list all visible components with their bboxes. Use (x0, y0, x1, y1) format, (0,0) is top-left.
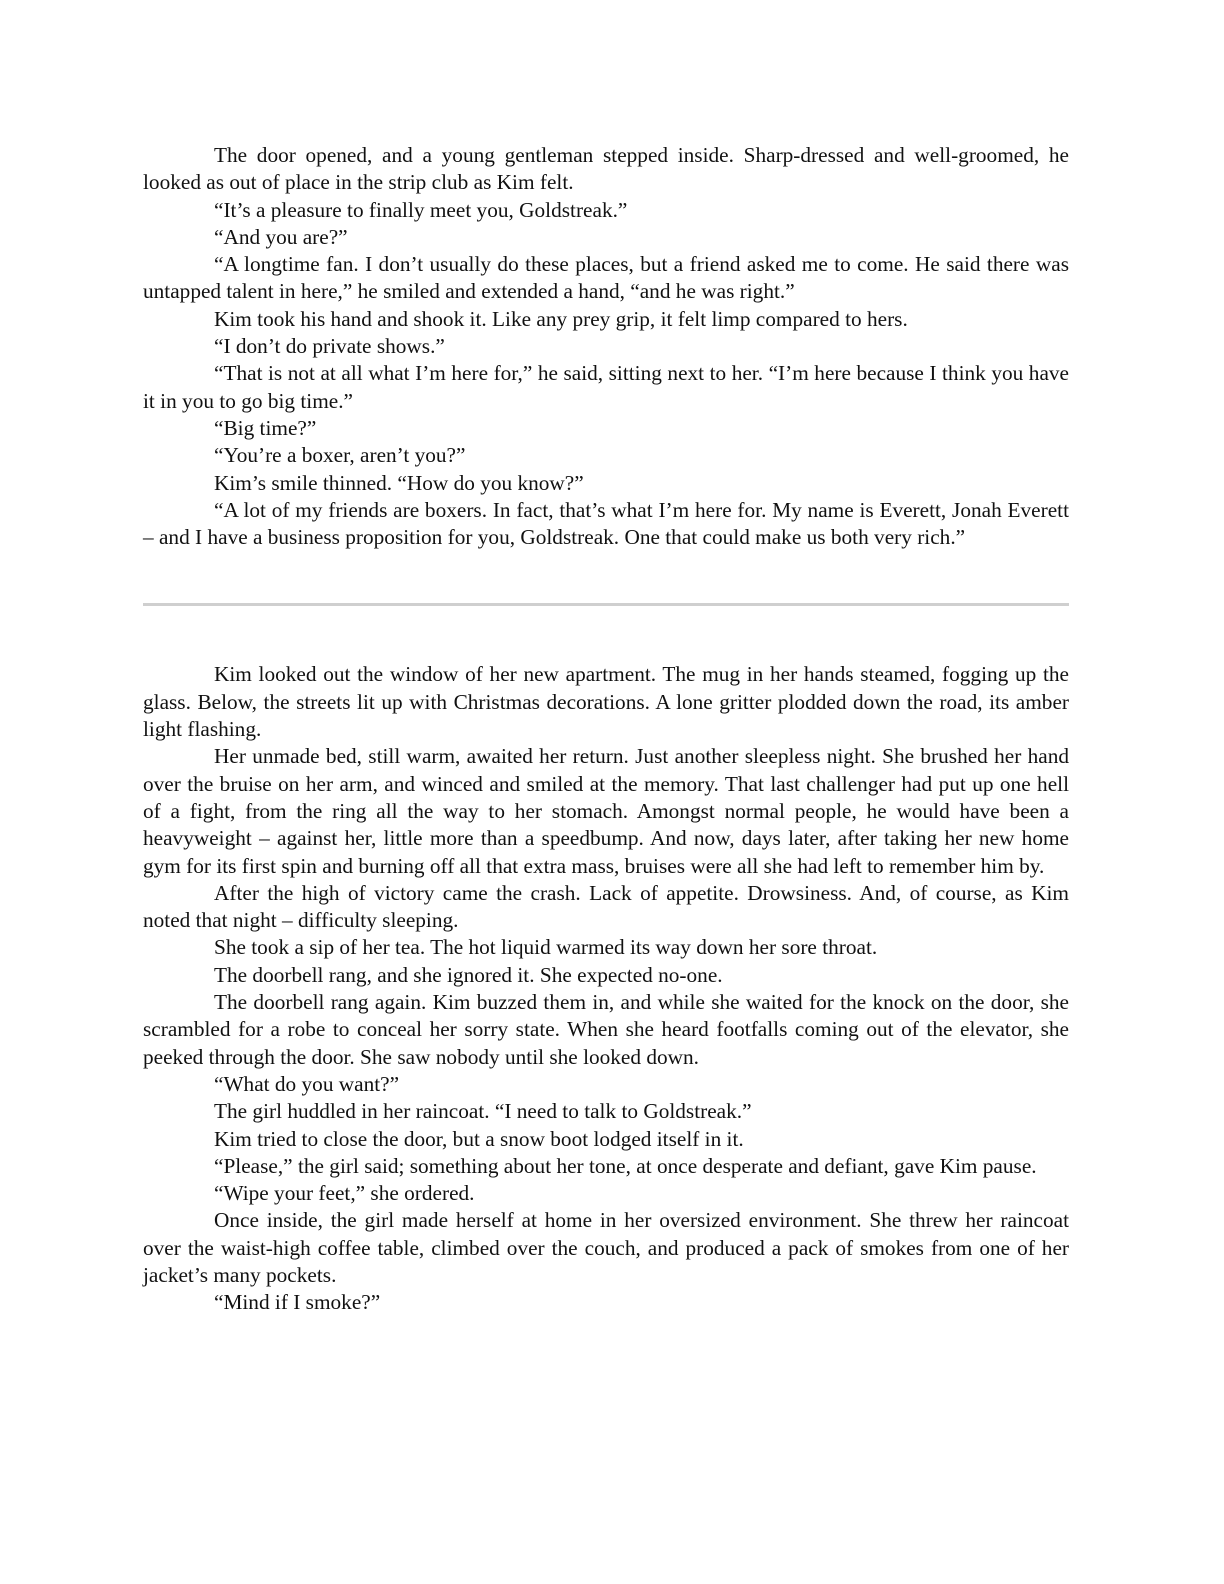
paragraph: “Wipe your feet,” she ordered. (214, 1181, 475, 1206)
section-divider (143, 603, 1069, 606)
paragraph: The doorbell rang again. Kim buzzed them in, and while she waited for the knock on the door, she scrambled for a robe to conceal her sorry state. When she heard footfalls coming out of the elevator, she peeked through the door. She saw nobody until she looked down. (143, 990, 1069, 1069)
story-section-1 (143, 142, 1069, 551)
document-page (143, 142, 1069, 1317)
story-section-2 (143, 661, 1069, 1316)
paragraph: Kim’s smile thinned. “How do you know?” (214, 470, 584, 495)
paragraph: Kim took his hand and shook it. Like any prey grip, it felt limp compared to hers. (214, 306, 908, 331)
paragraph: “It’s a pleasure to finally meet you, Goldstreak.” (214, 197, 628, 222)
paragraph: “Big time?” (214, 415, 317, 440)
paragraph: “You’re a boxer, aren’t you?” (214, 443, 466, 468)
paragraph: Kim tried to close the door, but a snow boot lodged itself in it. (214, 1126, 744, 1151)
paragraph: After the high of victory came the crash. Lack of appetite. Drowsiness. And, of course, as Kim noted that night – difficulty sleeping. (143, 880, 1069, 933)
paragraph: “That is not at all what I’m here for,” he said, sitting next to her. “I’m here because I think you have it in you to go big time.” (143, 361, 1069, 413)
paragraph: “A lot of my friends are boxers. In fact, that’s what I’m here for. My name is Everett, Jonah Everett – and I have a business proposition for you, Goldstreak. One that could make us both very rich.” (143, 497, 1069, 550)
paragraph: Her unmade bed, still warm, awaited her return. Just another sleepless night. She brushed her hand over the bruise on her arm, and winced and smiled at the memory. That last challenger had put up one hell of a fight, from the ring all the way to her stomach. Amongst normal people, he would have been a heavyweight – against her, little more than a speedbump. And now, days later, after taking her new home gym for its first spin and burning off all that extra mass, bruises were all she had left to remember him by. (143, 744, 1069, 878)
paragraph: The girl huddled in her raincoat. “I need to talk to Goldstreak.” (214, 1099, 752, 1124)
paragraph: “Please,” the girl said; something about her tone, at once desperate and defiant, gave Kim pause. (214, 1153, 1037, 1178)
paragraph: The doorbell rang, and she ignored it. She expected no-one. (214, 962, 723, 987)
paragraph: Once inside, the girl made herself at home in her oversized environment. She threw her raincoat over the waist-high coffee table, climbed over the couch, and produced a pack of smokes from one of her jacket’s many pockets. (143, 1208, 1069, 1287)
paragraph: She took a sip of her tea. The hot liquid warmed its way down her sore throat. (214, 935, 878, 960)
paragraph: “Mind if I smoke?” (214, 1290, 381, 1315)
paragraph: “A longtime fan. I don’t usually do these places, but a friend asked me to come. He said there was untapped talent in here,” he smiled and extended a hand, “and he was right.” (143, 252, 1069, 304)
paragraph: “What do you want?” (214, 1071, 400, 1096)
paragraph: The door opened, and a young gentleman stepped inside. Sharp-dressed and well-groomed, he looked as out of place in the strip club as Kim felt. (143, 143, 1069, 195)
paragraph: “I don’t do private shows.” (214, 334, 445, 359)
paragraph: “And you are?” (214, 224, 348, 249)
paragraph: Kim looked out the window of her new apartment. The mug in her hands steamed, fogging up the glass. Below, the streets lit up with Christmas decorations. A lone gritter plodded down the road, its amber light flashing. (143, 662, 1069, 742)
